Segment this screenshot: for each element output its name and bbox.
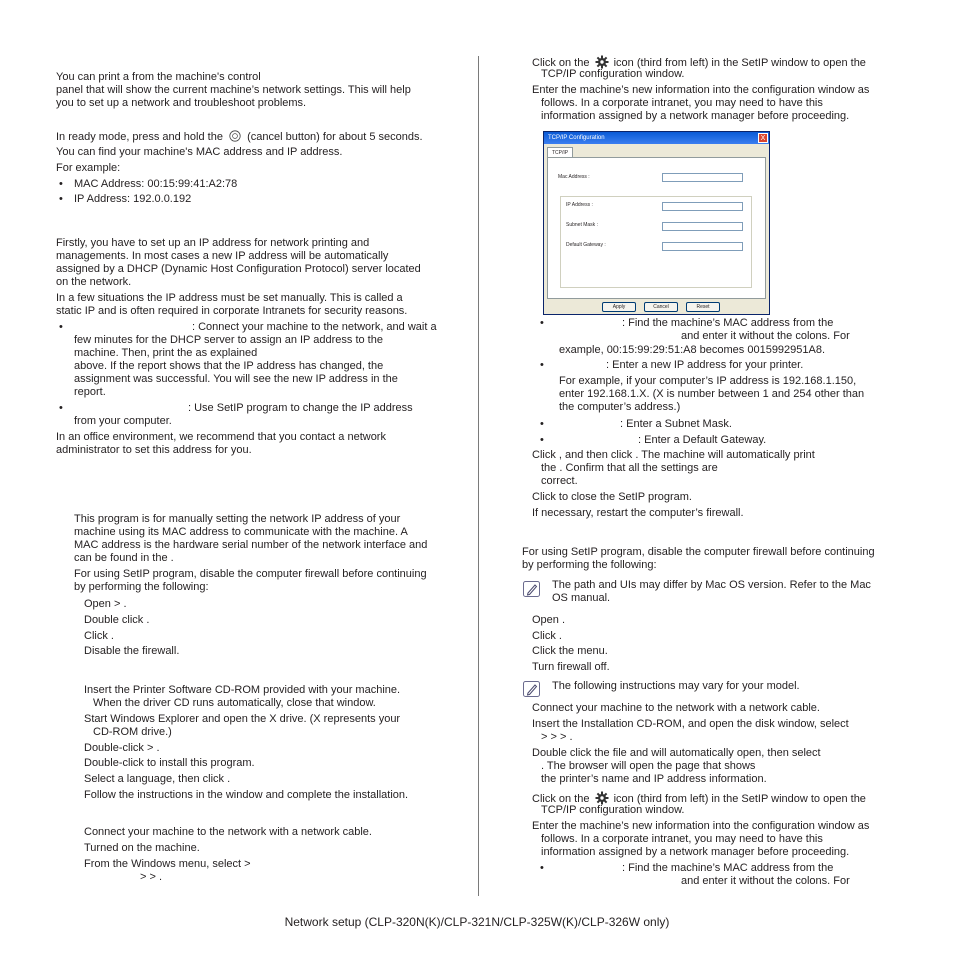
note-text: The path and UIs may differ by Mac OS version. Refer to the Mac bbox=[552, 579, 871, 591]
list-item: from your computer. bbox=[74, 415, 172, 427]
close-icon[interactable]: X bbox=[758, 133, 768, 143]
list-item: IP Address: 192.0.0.192 bbox=[74, 193, 192, 205]
step-item: Follow the instructions in the window and complete the installation. bbox=[84, 789, 409, 801]
list-item: enter 192.168.1.X. (X is number between 1 and 254 other than bbox=[559, 388, 865, 400]
paragraph-line: static IP and is often required in corporate Intranets for security reasons. bbox=[56, 305, 408, 317]
step-text: icon (third from left) in the SetIP window to open the bbox=[613, 793, 866, 805]
paragraph-line: MAC address is the hardware serial number of the network interface and bbox=[74, 539, 428, 551]
step-item: CD-ROM drive.) bbox=[93, 726, 172, 738]
step-item: Connect your machine to the network with a network cable. bbox=[84, 826, 372, 838]
step-item: Enter the machine’s new information into the configuration window as bbox=[532, 84, 870, 96]
step-item: Turn firewall off. bbox=[532, 661, 610, 673]
list-bullet: • bbox=[59, 178, 63, 190]
step-item: Select a language, then click . bbox=[84, 773, 231, 785]
step-item: When the driver CD runs automatically, close that window. bbox=[93, 697, 376, 709]
list-item: MAC Address: 00:15:99:41:A2:78 bbox=[74, 178, 238, 190]
step-text: Click on the bbox=[532, 57, 590, 69]
mac-address-field[interactable] bbox=[662, 173, 743, 182]
step-item: TCP/IP configuration window. bbox=[541, 68, 685, 80]
step-item: > > . bbox=[140, 871, 163, 883]
apply-button[interactable]: Apply bbox=[602, 302, 636, 312]
step-item: Double click the file and will automatically open, then select bbox=[532, 747, 821, 759]
list-bullet: • bbox=[540, 317, 544, 329]
paragraph-line: machine using its MAC address to communicate with the machine. A bbox=[74, 526, 408, 538]
step-item: follows. In a corporate intranet, you may need to have this bbox=[541, 833, 823, 845]
step-item: Open > . bbox=[84, 598, 127, 610]
step-item: the printer’s name and IP address information. bbox=[541, 773, 767, 785]
mac-address-label: Mac Address : bbox=[558, 174, 590, 180]
cancel-button-icon bbox=[228, 130, 242, 142]
list-item: : Find the machine’s MAC address from the bbox=[622, 862, 834, 874]
paragraph-line: In a few situations the IP address must be set manually. This is called a bbox=[56, 292, 403, 304]
default-gateway-field[interactable] bbox=[662, 242, 743, 251]
subnet-mask-field[interactable] bbox=[662, 222, 743, 231]
paragraph-line: on the network. bbox=[56, 276, 132, 288]
paragraph-line: can be found in the . bbox=[74, 552, 174, 564]
tcpip-config-dialog bbox=[543, 131, 770, 315]
list-item: machine. Then, print the as explained bbox=[74, 347, 258, 359]
step-item: If necessary, restart the computer’s firewall. bbox=[532, 507, 744, 519]
tab-tcpip[interactable]: TCP/IP bbox=[547, 147, 573, 158]
list-item: report. bbox=[74, 386, 106, 398]
step-text: icon (third from left) in the SetIP window to open the bbox=[613, 57, 866, 69]
list-item: : Find the machine’s MAC address from the bbox=[622, 317, 834, 329]
list-item: : Enter a Default Gateway. bbox=[638, 434, 767, 446]
step-item: Click . bbox=[532, 630, 562, 642]
paragraph-line: managements. In most cases a new IP address will be automatically bbox=[56, 250, 389, 262]
step-item: TCP/IP configuration window. bbox=[541, 804, 685, 816]
paragraph-line: You can print a from the machine's control bbox=[56, 71, 261, 83]
paragraph-line: you to set up a network and troubleshoot problems. bbox=[56, 97, 307, 109]
step-item: the . Confirm that all the settings are bbox=[541, 462, 718, 474]
step-item: Disable the firewall. bbox=[84, 645, 180, 657]
step-item: Click to close the SetIP program. bbox=[532, 491, 692, 503]
paragraph-line: You can find your machine's MAC address and IP address. bbox=[56, 146, 343, 158]
step-item: Click , and then click . The machine will automatically print bbox=[532, 449, 815, 461]
page-footer: Network setup (CLP-320N(K)/CLP-321N/CLP-325W(K)/CLP-326W only) bbox=[284, 915, 670, 929]
paragraph-line: by performing the following: bbox=[74, 581, 209, 593]
paragraph-text: (cancel button) for about 5 seconds. bbox=[247, 131, 423, 143]
paragraph-text: In ready mode, press and hold the bbox=[56, 131, 223, 143]
paragraph-line: by performing the following: bbox=[522, 559, 657, 571]
ip-address-label: IP Address : bbox=[566, 202, 593, 208]
ip-address-field[interactable] bbox=[662, 202, 743, 211]
list-bullet: • bbox=[540, 434, 544, 446]
paragraph-line: For example: bbox=[56, 162, 121, 174]
step-item: Turned on the machine. bbox=[84, 842, 200, 854]
paragraph-line: assigned by a DHCP (Dynamic Host Configuration Protocol) server located bbox=[56, 263, 421, 275]
paragraph-line: Firstly, you have to set up an IP address for network printing and bbox=[56, 237, 370, 249]
column-divider bbox=[478, 56, 479, 896]
paragraph-line: In an office environment, we recommend that you contact a network bbox=[56, 431, 386, 443]
step-item: information assigned by a network manager before proceeding. bbox=[541, 110, 850, 122]
list-item: few minutes for the DHCP server to assign an IP address to the bbox=[74, 334, 383, 346]
step-item: follows. In a corporate intranet, you may need to have this bbox=[541, 97, 823, 109]
list-item: and enter it without the colons. For bbox=[681, 330, 850, 342]
paragraph-line: For using SetIP program, disable the computer firewall before continuing bbox=[74, 568, 427, 580]
step-item: Connect your machine to the network with a network cable. bbox=[532, 702, 820, 714]
gear-icon bbox=[595, 55, 609, 69]
dialog-title-bar bbox=[544, 132, 769, 144]
list-bullet: • bbox=[540, 862, 544, 874]
dialog-panel bbox=[547, 157, 766, 299]
paragraph-line bbox=[56, 130, 423, 144]
paragraph-line: This program is for manually setting the network IP address of your bbox=[74, 513, 401, 525]
list-item: : Connect your machine to the network, and wait a bbox=[192, 321, 437, 333]
step-item: Click . bbox=[84, 630, 114, 642]
paragraph-line: panel that will show the current machine’s network settings. This will help bbox=[56, 84, 411, 96]
step-item: Insert the Installation CD-ROM, and open the disk window, select bbox=[532, 718, 849, 730]
list-item: and enter it without the colons. For bbox=[681, 875, 850, 887]
step-item: Enter the machine’s new information into the configuration window as bbox=[532, 820, 870, 832]
list-item: example, 00:15:99:29:51:A8 becomes 0015992951A8. bbox=[559, 344, 826, 356]
list-bullet: • bbox=[540, 418, 544, 430]
list-bullet: • bbox=[59, 402, 63, 414]
step-item: correct. bbox=[541, 475, 578, 487]
gear-icon bbox=[595, 791, 609, 805]
note-text: OS manual. bbox=[552, 592, 611, 604]
list-item: assignment was successful. You will see the new IP address in the bbox=[74, 373, 398, 385]
step-item: Double-click > . bbox=[84, 742, 160, 754]
step-item: Start Windows Explorer and open the X drive. (X represents your bbox=[84, 713, 401, 725]
list-item: the computer’s address.) bbox=[559, 401, 681, 413]
list-item: : Use SetIP program to change the IP address bbox=[188, 402, 413, 414]
step-item: Open . bbox=[532, 614, 566, 626]
step-item: > > > . bbox=[541, 731, 573, 743]
reset-button[interactable]: Reset bbox=[686, 302, 720, 312]
step-item: Double click . bbox=[84, 614, 150, 626]
step-text: Click on the bbox=[532, 793, 590, 805]
step-item: Double-click to install this program. bbox=[84, 757, 255, 769]
list-item: : Enter a Subnet Mask. bbox=[620, 418, 732, 430]
cancel-button[interactable]: Cancel bbox=[644, 302, 678, 312]
list-bullet: • bbox=[540, 359, 544, 371]
step-item: Click the menu. bbox=[532, 645, 608, 657]
step-item: From the Windows menu, select > bbox=[84, 858, 251, 870]
list-item: above. If the report shows that the IP address has changed, the bbox=[74, 360, 384, 372]
note-icon bbox=[522, 680, 542, 698]
list-bullet: • bbox=[59, 321, 63, 333]
list-bullet: • bbox=[59, 193, 63, 205]
step-item: Insert the Printer Software CD-ROM provided with your machine. bbox=[84, 684, 401, 696]
note-icon bbox=[522, 580, 542, 598]
subnet-mask-label: Subnet Mask : bbox=[566, 222, 598, 228]
step-item: . The browser will open the page that shows bbox=[541, 760, 756, 772]
step-item: information assigned by a network manager before proceeding. bbox=[541, 846, 850, 858]
paragraph-line: administrator to set this address for you. bbox=[56, 444, 252, 456]
list-item: For example, if your computer’s IP address is 192.168.1.150, bbox=[559, 375, 857, 387]
dialog-title: TCP/IP Configuration bbox=[548, 135, 605, 141]
default-gateway-label: Default Gateway : bbox=[566, 242, 606, 248]
list-item: : Enter a new IP address for your printer. bbox=[606, 359, 804, 371]
paragraph-line: For using SetIP program, disable the computer firewall before continuing bbox=[522, 546, 875, 558]
note-text: The following instructions may vary for your model. bbox=[552, 680, 800, 692]
